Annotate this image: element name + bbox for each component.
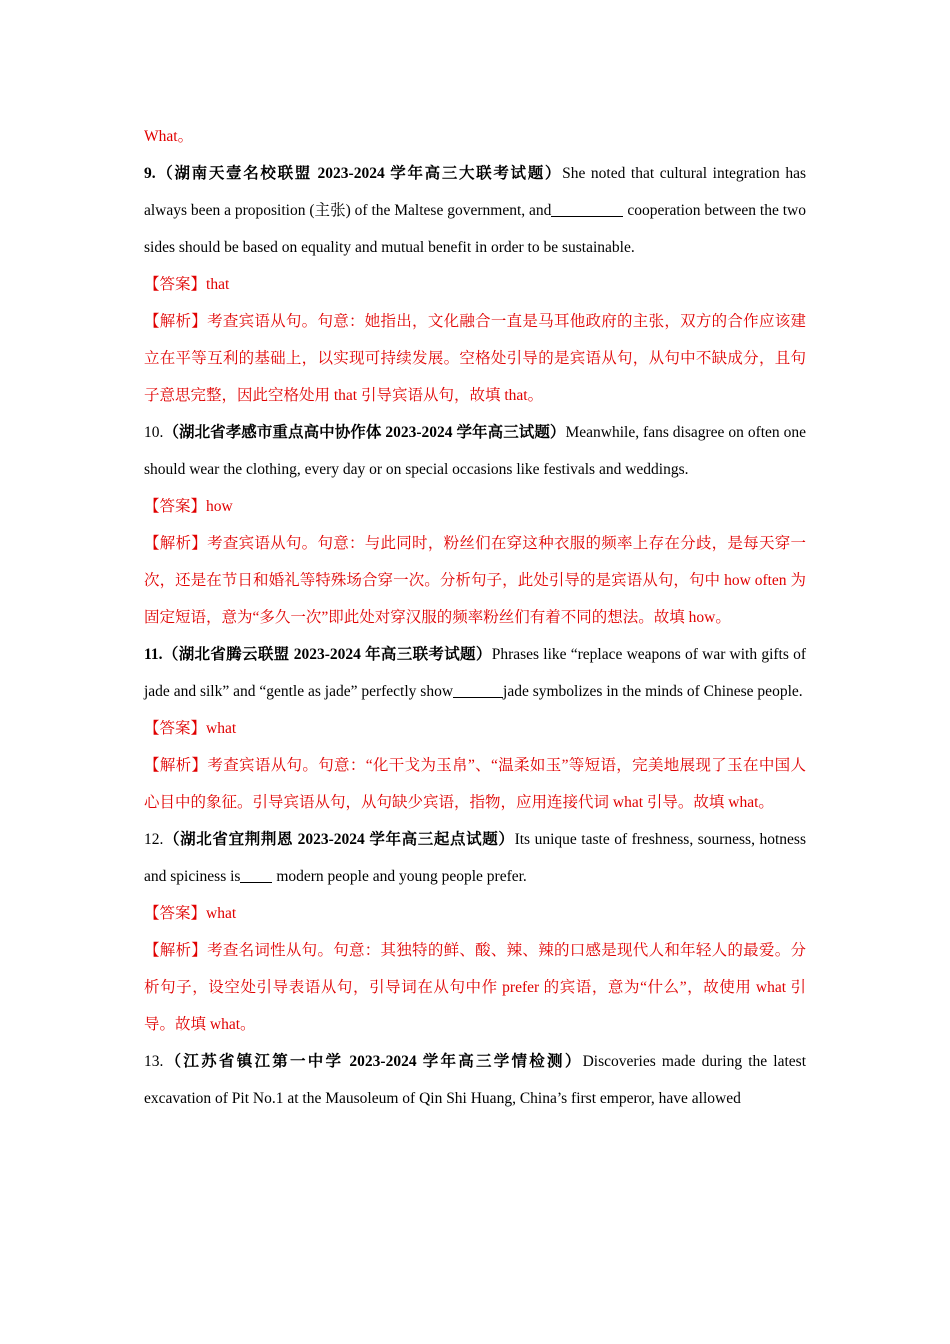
question-12-number: 12. <box>144 831 164 848</box>
question-9-blank <box>551 201 623 218</box>
question-10-number: 10. <box>144 424 164 441</box>
question-10-answer <box>144 488 806 525</box>
explanation-label: 【解析】 <box>144 942 208 959</box>
question-11 <box>144 636 806 821</box>
explanation-text: 考查宾语从句。句意：与此同时，粉丝们在穿这种衣服的频率上存在分歧，是每天穿一次，还是在节日和婚礼等特殊场合穿一次。分析句子，此处引导的是宾语从句，句中 how often 为固定短语，意为“多久一次”即此处对穿汉服的频率粉丝们有着不同的想法。故填 how。 <box>144 535 806 626</box>
question-13-stem <box>144 1043 806 1117</box>
explanation-text: 考查名词性从句。句意：其独特的鲜、酸、辣、辣的口感是现代人和年轻人的最爱。分析句子，设空处引导表语从句，引导词在从句中作 prefer 的宾语，意为“什么”，故使用 what 引导。故填 what。 <box>144 942 806 1033</box>
question-13 <box>144 1043 806 1117</box>
question-12-answer <box>144 895 806 932</box>
question-12-blank <box>240 867 272 884</box>
question-12-text-1: Its unique taste of freshness, sourness, hotness and spiciness is <box>144 831 806 885</box>
question-10-stem <box>144 414 806 488</box>
question-9-number: 9. <box>144 165 156 182</box>
explanation-text: 考查宾语从句。句意：她指出，文化融合一直是马耳他政府的主张，双方的合作应该建立在平等互利的基础上，以实现可持续发展。空格处引导的是宾语从句，从句中不缺成分，且句子意思完整，因此空格处用 that 引导宾语从句，故填 that。 <box>144 313 806 404</box>
question-11-explanation <box>144 747 806 821</box>
question-13-text-1: Discoveries made during the latest excavation of Pit No.1 at the Mausoleum of Qin Shi Huang, China’s first emperor, have allowed <box>144 1053 806 1107</box>
answer-label: 【答案】 <box>144 276 207 293</box>
explanation-text: 考查宾语从句。句意：“化干戈为玉帛”、“温柔如玉”等短语，完美地展现了玉在中国人心目中的象征。引导宾语从句，从句缺少宾语，指物，应用连接代词 what 引导。故填 what。 <box>144 757 806 811</box>
question-12 <box>144 821 806 1043</box>
question-13-source: （江苏省镇江第一中学 2023-2024 学年高三学情检测） <box>163 1053 583 1070</box>
question-9 <box>144 155 806 414</box>
question-12-explanation <box>144 932 806 1043</box>
question-9-answer <box>144 266 806 303</box>
answer-value: that <box>206 276 230 293</box>
document-page <box>144 118 806 1117</box>
question-9-text-1: She noted that cultural integration has always been a proposition (主张) of the Maltese government, and <box>144 165 807 219</box>
question-10-source: （湖北省孝感市重点高中协作体 2023-2024 学年高三试题） <box>163 424 566 441</box>
question-12-source: （湖北省宜荆荆恩 2023-2024 学年高三起点试题） <box>163 831 515 848</box>
question-11-blank <box>453 682 503 699</box>
question-9-stem <box>144 155 806 266</box>
question-11-text-1: Phrases like “replace weapons of war with gifts of jade and silk” and “gentle as jade” perfectly show <box>144 646 806 700</box>
explanation-label: 【解析】 <box>144 535 208 552</box>
question-13-number: 13. <box>144 1053 164 1070</box>
explanation-label: 【解析】 <box>144 757 208 774</box>
answer-label: 【答案】 <box>144 720 207 737</box>
answer-label: 【答案】 <box>144 498 207 515</box>
explanation-label: 【解析】 <box>144 313 208 330</box>
answer-value: what <box>206 720 237 737</box>
answer-label: 【答案】 <box>144 905 207 922</box>
question-10-explanation <box>144 525 806 636</box>
question-11-number: 11. <box>144 646 163 663</box>
question-11-text-2: jade symbolizes in the minds of Chinese people. <box>503 683 803 700</box>
question-12-stem <box>144 821 806 895</box>
question-9-text-2: cooperation between the two sides should be based on equality and mutual benefit in order to be sustainable. <box>144 202 806 256</box>
answer-value: what <box>206 905 237 922</box>
question-9-source: （湖南天壹名校联盟 2023-2024 学年高三大联考试题） <box>155 165 563 182</box>
question-12-text-2: modern people and young people prefer. <box>272 868 527 885</box>
answer-value: how <box>206 498 233 515</box>
question-11-answer <box>144 710 806 747</box>
question-11-stem <box>144 636 806 710</box>
previous-answer-tail: What。 <box>144 128 194 145</box>
question-10 <box>144 414 806 636</box>
question-10-text-1: Meanwhile, fans disagree on often one should wear the clothing, every day or on special occasions like festivals and weddings. <box>144 424 807 478</box>
question-9-explanation <box>144 303 806 414</box>
question-11-source: （湖北省腾云联盟 2023-2024 年高三联考试题） <box>162 646 492 663</box>
